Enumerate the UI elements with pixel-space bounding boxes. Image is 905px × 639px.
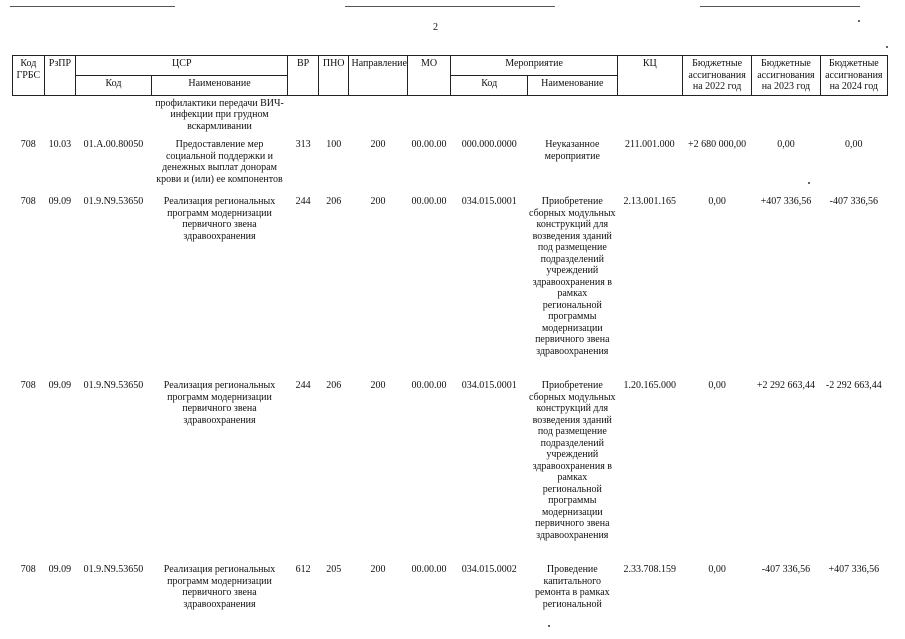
cell-pno: 206 [326, 380, 342, 391]
header-vr: ВР [288, 56, 319, 96]
cell-csr-code: 01.9.N9.53650 [83, 564, 144, 575]
table-row [13, 378, 888, 562]
scan-speck [858, 20, 860, 22]
cell-kc: 1.20.165.000 [623, 380, 677, 391]
cell-budget-2022: 0,00 [708, 564, 726, 575]
cell-kc: 2.13.001.165 [623, 196, 677, 207]
header-csr-kod: Код [76, 75, 151, 95]
header-kod-grbs: Код ГРБС [13, 56, 45, 96]
cell-grbs: 708 [20, 139, 36, 150]
cell-mer-name: Проведение капитального ремонта в рамках региональной [534, 564, 610, 610]
cell-mer-code: 034.015.0002 [461, 564, 517, 575]
scan-line [345, 6, 555, 7]
cell-vr: 313 [295, 139, 311, 150]
cell-mer-code: 034.015.0001 [461, 380, 517, 391]
cell-mo: 00.00.00 [411, 564, 447, 575]
cell-budget-2022: 0,00 [708, 380, 726, 391]
cell-budget-2023: 0,00 [777, 139, 795, 150]
scan-line [700, 6, 860, 7]
cell-budget-2024: -2 292 663,44 [825, 380, 882, 391]
cell-mer-code: 000.000.0000 [461, 139, 517, 150]
cell-rzpr: 10.03 [48, 139, 72, 150]
cell-budget-2024: 0,00 [845, 139, 863, 150]
cell-pno: 206 [326, 196, 342, 207]
header-meropriyatie: Мероприятие [451, 56, 617, 76]
cell-vr: 244 [295, 196, 311, 207]
header-budget-2024: Бюджетные ассигнования на 2024 год [820, 56, 887, 96]
header-napravlenie: Направление [349, 56, 407, 96]
cell-budget-2022: +2 680 000,00 [688, 139, 747, 150]
cell-napravlenie: 200 [370, 380, 386, 391]
header-mer-name: Наименование [527, 75, 617, 95]
cell-vr: 244 [295, 380, 311, 391]
table-body [13, 95, 888, 614]
cell-napravlenie: 200 [370, 139, 386, 150]
table-row [13, 137, 888, 194]
cell-mer-name: Приобретение сборных модульных конструкций для возведения зданий под размещение подразделений учреждений здравоохранения в рамках региональной программы модернизации первичного звена здравоохранения [529, 380, 616, 541]
scan-line [10, 6, 175, 7]
page-number: 2 [433, 22, 438, 33]
cell-csr-name: Предоставление мер социальной поддержки и денежных выплат донорам крови и (или) ее компонентов [156, 139, 283, 185]
header-mo: МО [407, 56, 451, 96]
cell-budget-2023: -407 336,56 [761, 564, 811, 575]
cell-mer-code: 034.015.0001 [461, 196, 517, 207]
table-row [13, 562, 888, 614]
cell-csr-name: Реализация региональных программ модернизации первичного звена здравоохранения [163, 380, 276, 426]
table-row [13, 194, 888, 378]
cell-napravlenie: 200 [370, 564, 386, 575]
header-csr-name: Наименование [151, 75, 288, 95]
header-rzpr: РзПР [44, 56, 76, 96]
cell-grbs: 708 [20, 380, 36, 391]
cell-mer-name: Неуказанное мероприятие [544, 139, 600, 162]
cell-budget-2024: +407 336,56 [828, 564, 880, 575]
cell-kc: 211.001.000 [624, 139, 675, 150]
cell-budget-2023: +407 336,56 [760, 196, 812, 207]
cell-mo: 00.00.00 [411, 380, 447, 391]
cell-budget-2023: +2 292 663,44 [756, 380, 815, 391]
cell-vr: 612 [295, 564, 311, 575]
continuation-row [13, 95, 888, 137]
cell-csr-code: 01.9.N9.53650 [83, 380, 144, 391]
cell-rzpr: 09.09 [48, 196, 72, 207]
scan-speck [886, 46, 888, 48]
cell-kc: 2.33.708.159 [623, 564, 677, 575]
cell-rzpr: 09.09 [48, 380, 72, 391]
cell-pno: 100 [326, 139, 342, 150]
cell-budget-2022: 0,00 [708, 196, 726, 207]
header-pno: ПНО [318, 56, 349, 96]
header-budget-2023: Бюджетные ассигнования на 2023 год [752, 56, 820, 96]
cell-rzpr: 09.09 [48, 564, 72, 575]
cell-csr-code: 01.9.N9.53650 [83, 196, 144, 207]
header-budget-2022: Бюджетные ассигнования на 2022 год [682, 56, 751, 96]
budget-table [12, 55, 888, 614]
header-csr: ЦСР [76, 56, 288, 76]
cell-csr-name: Реализация региональных программ модернизации первичного звена здравоохранения [163, 196, 276, 242]
cell-napravlenie: 200 [370, 196, 386, 207]
scan-speck [548, 625, 550, 627]
table-header [13, 56, 888, 96]
cell-budget-2024: -407 336,56 [829, 196, 878, 207]
cell-mo: 00.00.00 [411, 196, 447, 207]
cell-grbs: 708 [20, 196, 36, 207]
header-kc: КЦ [617, 56, 682, 96]
cell-pno: 205 [326, 564, 342, 575]
header-mer-kod: Код [451, 75, 527, 95]
cell-csr-name: Реализация региональных программ модернизации первичного звена здравоохранения [163, 564, 276, 610]
cell-mer-name: Приобретение сборных модульных конструкций для возведения зданий под размещение подразделений учреждений здравоохранения в рамках региональной программы модернизации первичного звена здравоохранения [529, 196, 616, 357]
cell-mo: 00.00.00 [411, 139, 447, 150]
cell-grbs: 708 [20, 564, 36, 575]
continuation-text: профилактики передачи ВИЧ-инфекции при грудном вскармливании [155, 97, 284, 132]
cell-csr-code: 01.А.00.80050 [83, 139, 144, 150]
